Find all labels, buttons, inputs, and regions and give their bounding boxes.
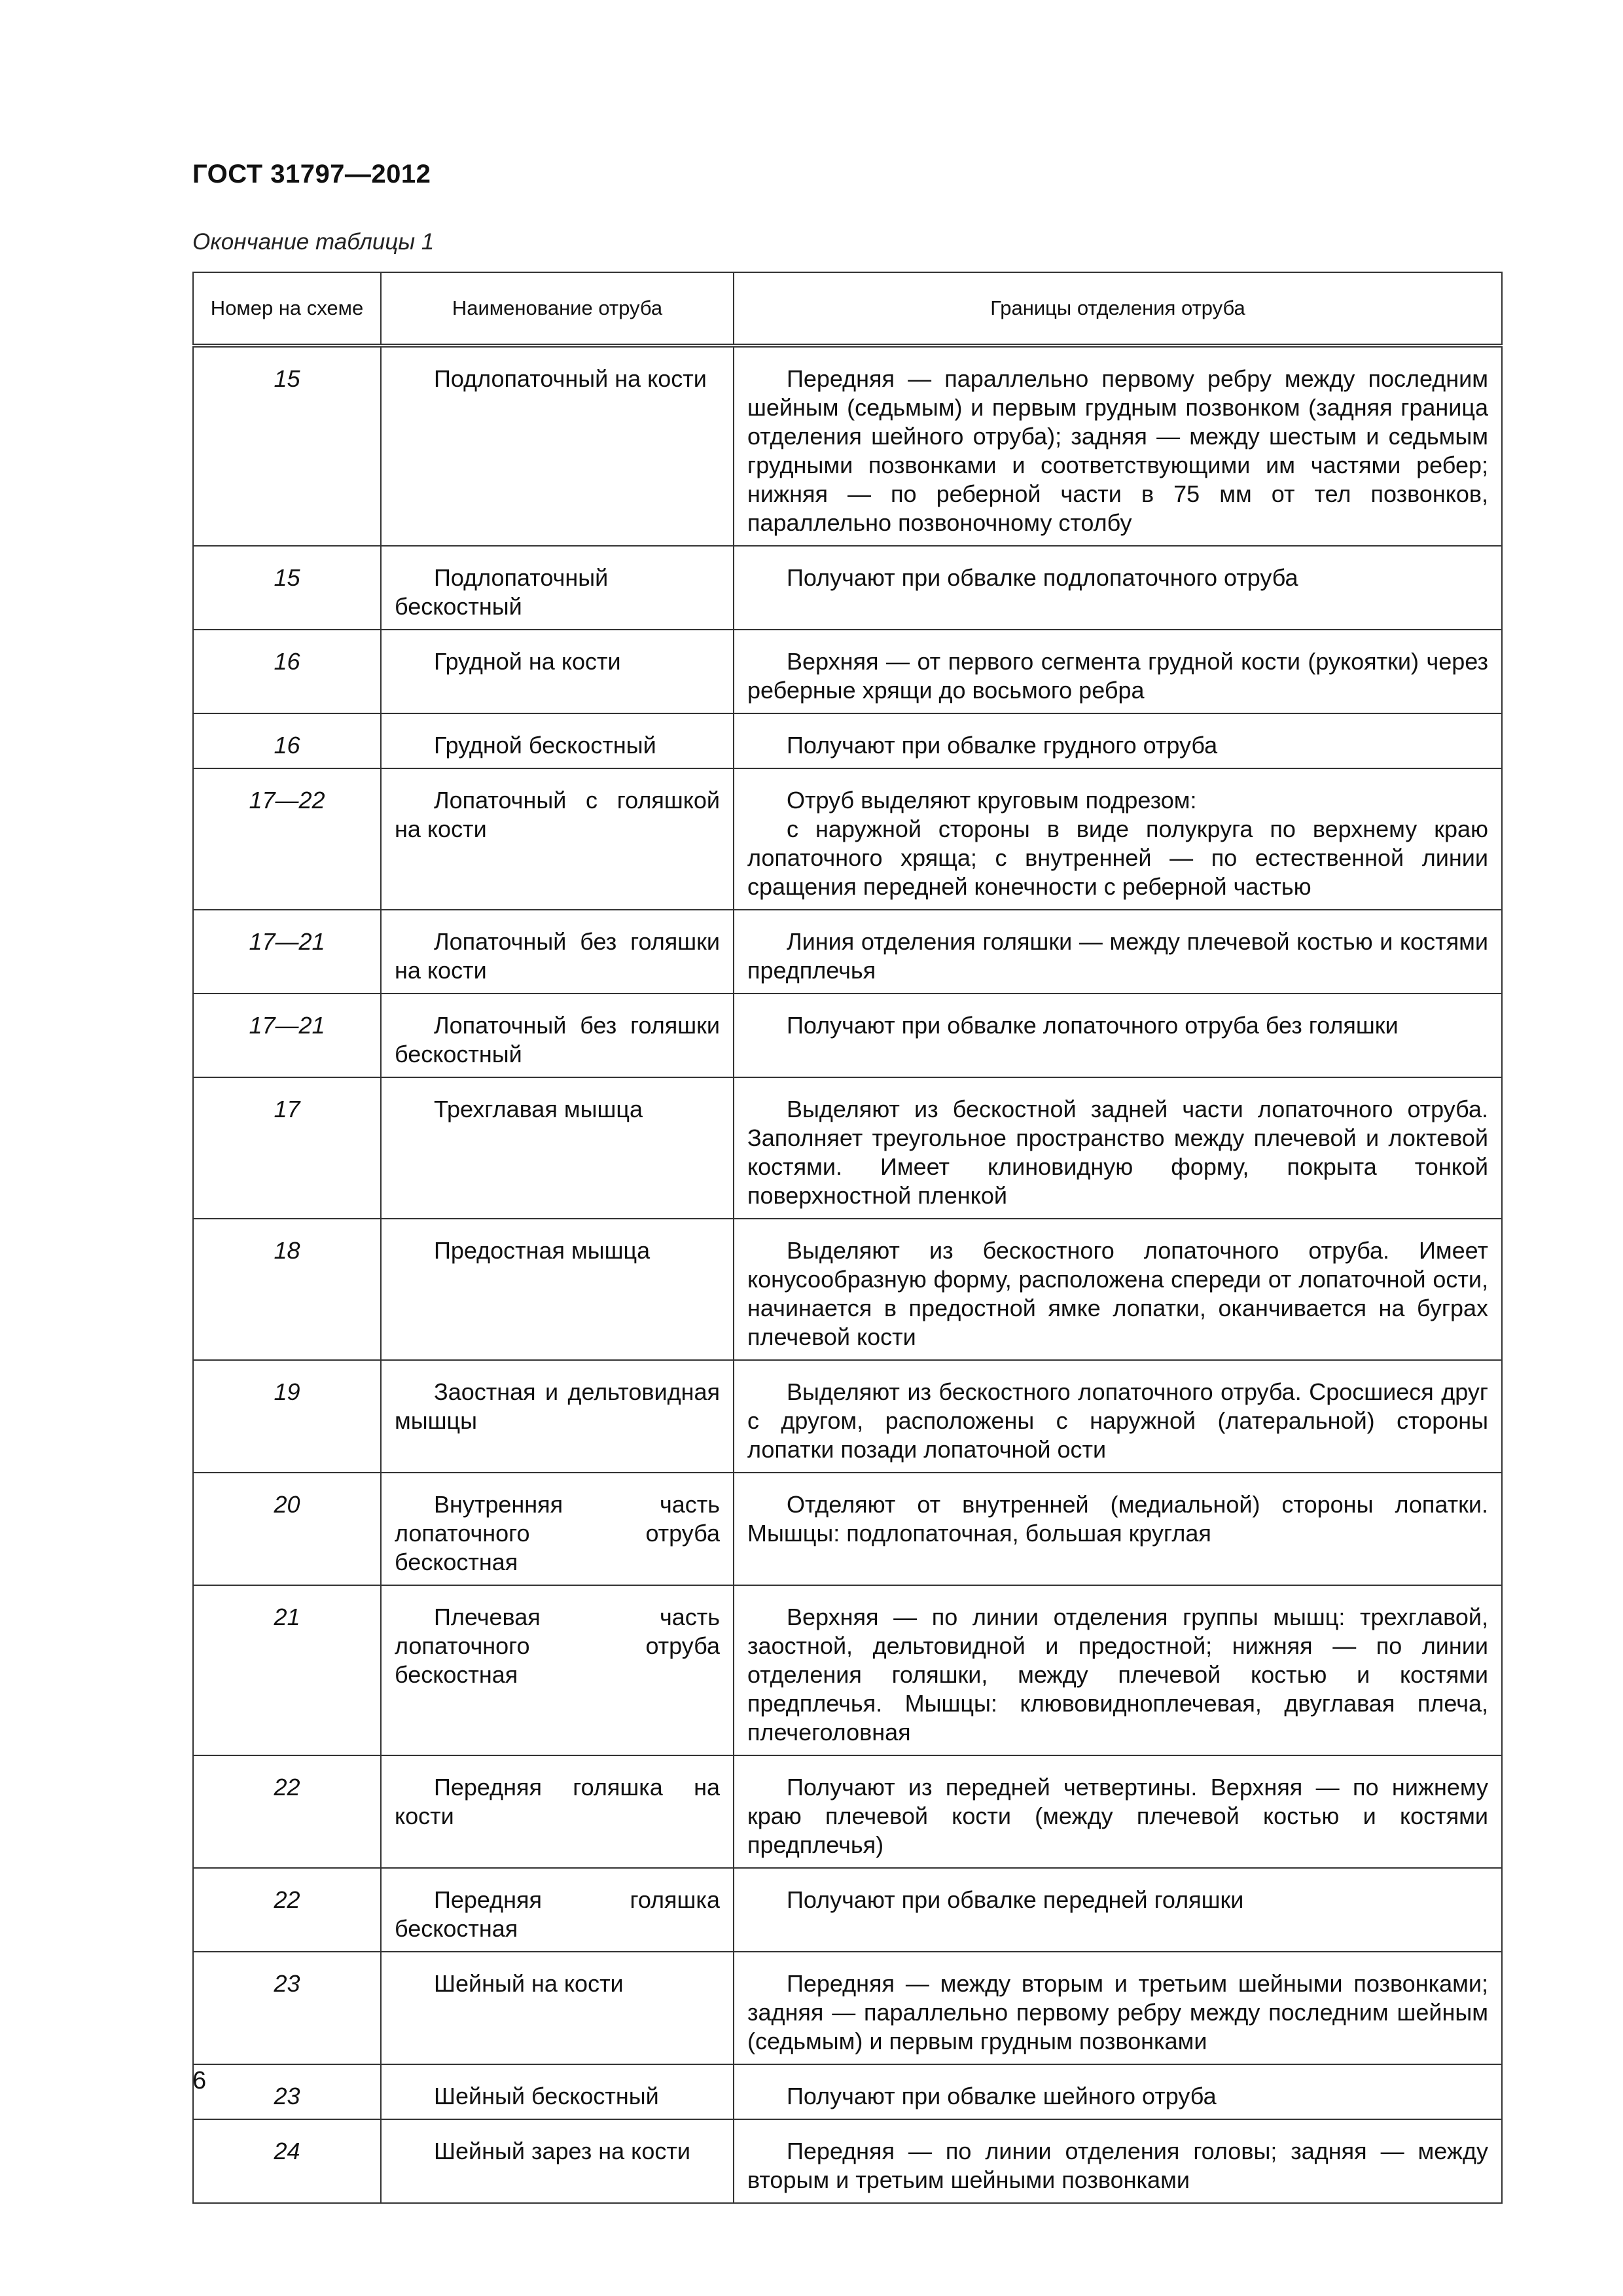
cut-name-cell: Грудной на кости xyxy=(381,630,734,713)
boundary-text: Получают при обвалке лопаточного отруба без голяшки xyxy=(787,1012,1399,1039)
boundary-cell xyxy=(734,546,1502,630)
cut-name-cell: Внутренняя часть лопаточного отруба бескостная xyxy=(381,1473,734,1585)
cut-number-cell: 20 xyxy=(193,1473,381,1585)
boundary-cell xyxy=(734,1473,1502,1585)
cut-number-cell: 23 xyxy=(193,1952,381,2064)
cut-name-cell: Подлопаточный бескостный xyxy=(381,546,734,630)
table-row xyxy=(193,713,1502,768)
table-row xyxy=(193,346,1502,546)
column-header-boundary: Границы отделения отруба xyxy=(734,272,1502,346)
boundary-cell xyxy=(734,346,1502,546)
document-header: ГОСТ 31797—2012 xyxy=(192,160,431,188)
cut-name-cell: Подлопаточный на кости xyxy=(381,346,734,546)
cut-name-cell: Лопаточный без голяшки бескостный xyxy=(381,994,734,1077)
boundary-text: Передняя — параллельно первому ребру между последним шейным (седьмым) и первым грудным позвонком (задняя граница отделения шейного отруба); задняя — между шестым и седьмым грудными позвонками и соответствующими им частями ребер; нижняя — по реберной части в 75 мм от тел позвонков, параллельно позвоночному столбу xyxy=(747,365,1488,536)
boundary-text: Выделяют из бескостной задней части лопаточного отруба. Заполняет треугольное пространство между плечевой и локтевой костями. Имеет клиновидную форму, покрыта тонкой поверхностной пленкой xyxy=(747,1096,1488,1209)
table-row xyxy=(193,768,1502,910)
boundary-cell xyxy=(734,768,1502,910)
boundary-text: Получают при обвалке передней голяшки xyxy=(787,1886,1244,1913)
boundary-text: Отруб выделяют круговым подрезом: xyxy=(787,787,1197,814)
table-row xyxy=(193,630,1502,713)
boundary-cell xyxy=(734,2119,1502,2203)
boundary-cell xyxy=(734,630,1502,713)
column-header-number: Номер на схеме xyxy=(193,272,381,346)
table-row xyxy=(193,910,1502,994)
cut-number-cell: 23 xyxy=(193,2064,381,2119)
table-row xyxy=(193,1473,1502,1585)
table-row xyxy=(193,2064,1502,2119)
cut-number-cell: 19 xyxy=(193,1360,381,1473)
table-row xyxy=(193,1868,1502,1952)
cut-name-cell: Грудной бескостный xyxy=(381,713,734,768)
boundary-cell xyxy=(734,1360,1502,1473)
cut-name-cell: Шейный зарез на кости xyxy=(381,2119,734,2203)
table-row xyxy=(193,1952,1502,2064)
cut-name-cell: Предостная мышца xyxy=(381,1219,734,1360)
cut-name-cell: Трехглавая мышца xyxy=(381,1077,734,1219)
cut-name-cell: Заостная и дельтовидная мышцы xyxy=(381,1360,734,1473)
boundary-cell xyxy=(734,1755,1502,1868)
boundary-cell xyxy=(734,910,1502,994)
boundary-text: Передняя — по линии отделения головы; задняя — между вторым и третьим шейными позвонками xyxy=(747,2138,1488,2193)
cut-name-cell: Передняя голяшка на кости xyxy=(381,1755,734,1868)
table-row xyxy=(193,1755,1502,1868)
cut-number-cell: 17—22 xyxy=(193,768,381,910)
cut-name-cell: Лопаточный с голяшкой на кости xyxy=(381,768,734,910)
boundary-text: с наружной стороны в виде полукруга по верхнему краю лопаточного хряща; с внутренней — по естественной линии сращения передней конечности с реберной частью xyxy=(747,816,1488,900)
boundary-cell xyxy=(734,1585,1502,1755)
boundary-cell xyxy=(734,1077,1502,1219)
boundary-text: Получают при обвалке шейного отруба xyxy=(787,2083,1217,2109)
boundary-text: Верхняя — по линии отделения группы мышц: трехглавой, заостной, дельтовидной и предостной; нижняя — по линии отделения голяшки, между плечевой костью и костями предплечья. Мышцы: клювовидноплечевая, двуглавая плеча, плечеголовная xyxy=(747,1604,1488,1746)
cut-name-cell: Плечевая часть лопаточного отруба бескостная xyxy=(381,1585,734,1755)
table-row xyxy=(193,1219,1502,1360)
boundary-text: Выделяют из бескостного лопаточного отруба. Имеет конусообразную форму, расположена спереди от лопаточной ости, начинается в предостной ямке лопатки, оканчивается на буграх плечевой кости xyxy=(747,1237,1488,1350)
table-body xyxy=(193,346,1502,2203)
cut-name-cell: Лопаточный без голяшки на кости xyxy=(381,910,734,994)
table-continuation-caption: Окончание таблицы 1 xyxy=(192,229,435,255)
cut-number-cell: 15 xyxy=(193,346,381,546)
boundary-text: Линия отделения голяшки — между плечевой костью и костями предплечья xyxy=(747,928,1488,984)
boundary-text: Получают при обвалке грудного отруба xyxy=(787,732,1218,759)
table-row xyxy=(193,2119,1502,2203)
table-header-row xyxy=(193,272,1502,346)
boundary-text: Отделяют от внутренней (медиальной) стороны лопатки. Мышцы: подлопаточная, большая круглая xyxy=(747,1491,1488,1547)
boundary-text: Получают из передней четвертины. Верхняя — по нижнему краю плечевой кости (между плечевой костью и костями предплечья) xyxy=(747,1774,1488,1858)
column-header-name: Наименование отруба xyxy=(381,272,734,346)
cut-number-cell: 22 xyxy=(193,1755,381,1868)
table-row xyxy=(193,546,1502,630)
boundary-cell xyxy=(734,1952,1502,2064)
table-row xyxy=(193,1077,1502,1219)
boundary-cell xyxy=(734,1219,1502,1360)
boundary-text: Передняя — между вторым и третьим шейными позвонками; задняя — параллельно первому ребру между последним шейным (седьмым) и первым грудным позвонками xyxy=(747,1970,1488,2054)
table-row xyxy=(193,1360,1502,1473)
boundary-cell xyxy=(734,713,1502,768)
cut-number-cell: 17—21 xyxy=(193,994,381,1077)
cut-number-cell: 18 xyxy=(193,1219,381,1360)
table-row xyxy=(193,1585,1502,1755)
cut-number-cell: 16 xyxy=(193,713,381,768)
cut-number-cell: 16 xyxy=(193,630,381,713)
cut-name-cell: Передняя голяшка бескостная xyxy=(381,1868,734,1952)
cut-number-cell: 17 xyxy=(193,1077,381,1219)
boundary-text: Получают при обвалке подлопаточного отруба xyxy=(787,564,1298,591)
cut-number-cell: 24 xyxy=(193,2119,381,2203)
cut-number-cell: 17—21 xyxy=(193,910,381,994)
boundary-text: Верхняя — от первого сегмента грудной кости (рукоятки) через реберные хрящи до восьмого ребра xyxy=(747,648,1488,704)
page-number: 6 xyxy=(192,2067,207,2094)
cuts-table xyxy=(192,272,1503,2204)
cut-number-cell: 21 xyxy=(193,1585,381,1755)
boundary-cell xyxy=(734,994,1502,1077)
cut-name-cell: Шейный на кости xyxy=(381,1952,734,2064)
boundary-cell xyxy=(734,1868,1502,1952)
cut-number-cell: 15 xyxy=(193,546,381,630)
boundary-cell xyxy=(734,2064,1502,2119)
cut-number-cell: 22 xyxy=(193,1868,381,1952)
boundary-text: Выделяют из бескостного лопаточного отруба. Сросшиеся друг с другом, расположены с наружной (латеральной) стороны лопатки позади лопаточной ости xyxy=(747,1378,1488,1463)
cut-name-cell: Шейный бескостный xyxy=(381,2064,734,2119)
table-row xyxy=(193,994,1502,1077)
